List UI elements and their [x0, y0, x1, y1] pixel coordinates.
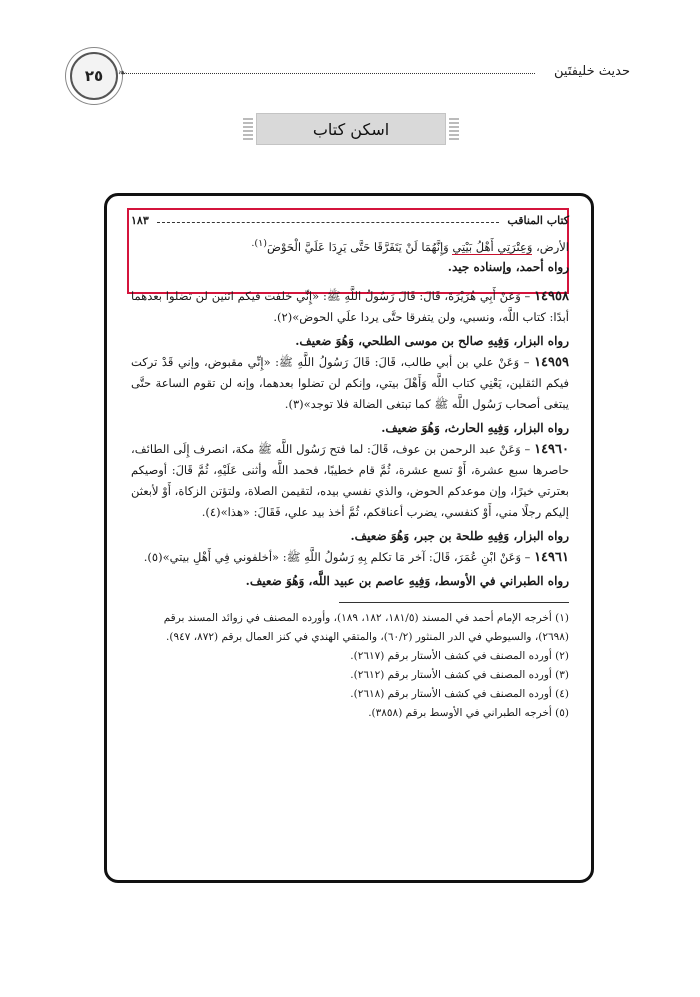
hadith-item — [131, 352, 569, 435]
scanned-page-content — [131, 208, 569, 723]
hadith-number: ١٤٩٦١ — [534, 549, 569, 565]
footnote: (٢) أورده المصنف في كشف الأستار برقم (٢٦١٧). — [350, 649, 569, 662]
scan-label — [256, 113, 446, 145]
highlight-pre: الأرض، — [532, 239, 569, 254]
footnote: (١) أخرجه الإمام أحمد في المسند (١٨١/٥، ١٨٢، ١٨٩)، وأورده المصنف في زوائد المسند برقم (٢٦٩٨)، والسيوطي في الدر المنثور (٦٠/٢)، والمتقي الهندي في كنز العمال برقم (٨٧٢، ٩٤٧). — [163, 611, 569, 643]
running-head — [131, 214, 569, 227]
highlight-post: وَإِنَّهُمَا لَنْ يَتَفَرَّقَا حَتَّى يَرِدَا عَلَيَّ الْحَوْضَ — [267, 239, 453, 254]
running-title: حدیث خلیفتَین — [554, 64, 630, 79]
hadith-note: رواه البزار، وَفِيهِ صالح بن موسى الطلحي، وَهُوَ ضعيف. — [295, 333, 569, 348]
hadith-number: ١٤٩٦٠ — [534, 441, 570, 457]
hadith-text: – وَعَنْ عبد الرحمن بن عوف، قَالَ: لما فتح رَسُول اللَّه ﷺ مكة، انصرف إِلَى الطائف، حاصرها سبع عشرة، أَوْ تسع عشرة، ثُمَّ قام خطيبًا، فحمد اللَّه وأثنى عَلَيْهِ، ثُمَّ قَالَ: أوصيكم بعترتي خيرًا، وإن موعدكم الحوض، والذي نفسي بيده، لتقيمن الصلاة، ولتؤتن الزكاة، أَوْ لأبعثن إليكم رجلًا مني، أَوْ كنفسي، يضرب أعناقكم، ثُمَّ أخذ بيد علي، فَقَالَ: «هذا»(٤). — [131, 441, 569, 519]
book-section: كتاب المناقب — [507, 214, 569, 227]
hadith-text: – وَعَنْ علي بن أبي طالب، قَالَ: قَالَ رَسُولُ اللَّهِ ﷺ: «إِنِّي مقبوض، وإني قَدْ تركت فيكم الثقلين، يَعْنِي كتاب اللَّه وَأَهْلَ بيتي، وإنكم لن تضلوا بعدهما، وإنه لن تقوم الساعة حتَّى يبتغى أصحاب رَسُول اللَّه ﷺ كما تبتغى الضالة فلا توجد»(٣). — [131, 354, 569, 411]
page-number: ٢٥ — [84, 67, 104, 85]
book-page-number: ١٨٣ — [131, 214, 149, 227]
hadith-item — [131, 286, 569, 348]
hadith-item — [131, 547, 569, 588]
header-divider — [122, 73, 535, 74]
highlight-narrator: رواه أحمد، وإسناده جيد. — [447, 259, 569, 274]
hadith-note: رواه البزار، وَفِيهِ الحارث، وَهُوَ ضعيف. — [381, 420, 569, 435]
footnotes — [131, 609, 569, 723]
footnote: (٥) أخرجه الطبراني في الأوسط برقم (٣٨٥٨). — [368, 706, 569, 719]
highlight-ref: (١). — [251, 238, 268, 249]
hadith-note: رواه الطبراني في الأوسط، وَفِيهِ عاصم بن عبيد اللَّه، وَهُوَ ضعيف. — [245, 573, 569, 588]
hadith-text: – وَعَنْ ابْنِ عُمَرَ، قَالَ: آخر مَا تكلم بِهِ رَسُولُ اللَّهِ ﷺ: «أخلفوني فِي أَهْلِ بيتي»(٥). — [143, 549, 531, 564]
footnote: (٣) أورده المصنف في كشف الأستار برقم (٢٦١٢). — [350, 668, 569, 681]
page-header — [70, 52, 630, 96]
scan-label-text: اسکن کتاب — [312, 119, 390, 139]
footnote: (٤) أورده المصنف في كشف الأستار برقم (٢٦١٨). — [350, 687, 569, 700]
hadith-item — [131, 439, 569, 543]
page-number-badge — [70, 52, 118, 100]
highlighted-text — [131, 233, 569, 258]
hadith-number: ١٤٩٥٩ — [534, 354, 569, 370]
ornament-icon: ❧ — [118, 68, 127, 79]
hadith-note: رواه البزار، وَفِيهِ طلحة بن جبر، وَهُوَ ضعيف. — [350, 528, 569, 543]
running-head-dash — [157, 222, 500, 227]
hadith-number: ١٤٩٥٨ — [534, 288, 569, 304]
highlight-underlined: وَعِتْرَتِي أَهْلُ بَيْتِي — [452, 239, 533, 254]
hadith-text: – وَعَنْ أَبِي هُرَيْرَةَ، قَالَ: قَالَ رَسُولُ اللَّهِ ﷺ: «إِنِّي خلفت فيكم اثنين لن تضلوا بعدهما أبدًا: كتاب اللَّه، ونسبي، ولن يتفرقا حتَّى يردا علَي الحوض»(٢). — [131, 288, 569, 324]
scanned-page-frame — [104, 193, 594, 883]
footnote-divider — [339, 602, 569, 603]
